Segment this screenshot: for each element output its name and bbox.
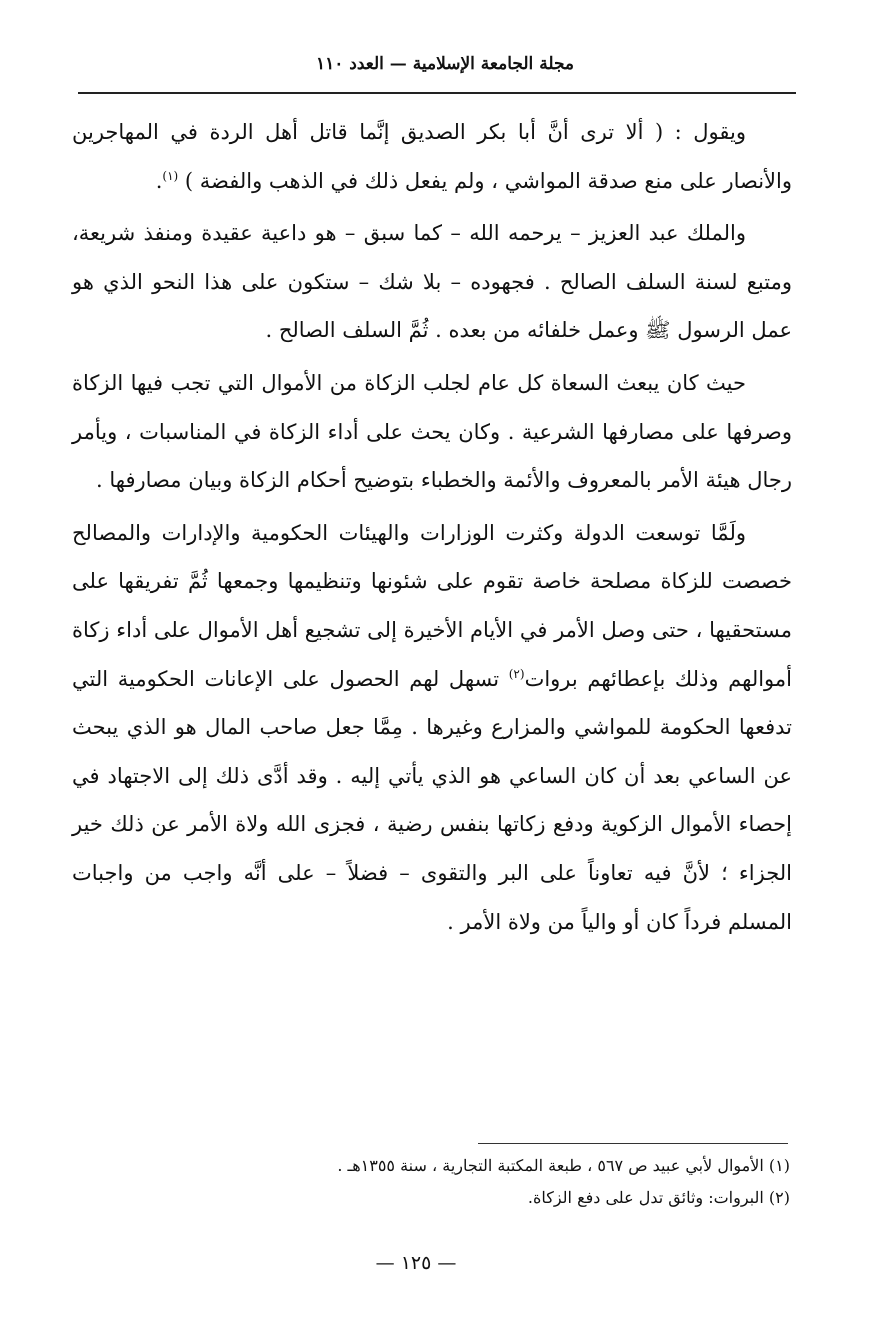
paragraph-2: [72, 209, 792, 355]
header-rule: [78, 92, 796, 94]
paragraph-1: [72, 108, 792, 205]
footnote-ref-2: (٢): [508, 666, 525, 681]
paragraph-text: ولَمَّا توسعت الدولة وكثرت الوزارات والهيئات الحكومية والإدارات والمصالح خصصت للزكاة مصلحة خاصة تقوم على شئونها وتنظيمها وجمعها ثُمَّ تفريقها على مستحقيها ، حتى وصل الأمر في الأيام الأخيرة إلى تشجيع أهل الأموال على أداء زكاة أموالهم وذلك بإعطائهم بروات: [72, 520, 792, 691]
footnote-rule: [478, 1143, 788, 1144]
paragraph-text: ويقول : ( ألا ترى أنَّ أبا بكر الصديق إنَّما قاتل أهل الردة في المهاجرين والأنصار على منع صدقة المواشي ، ولم يفعل ذلك في الذهب والفضة ): [72, 120, 792, 193]
running-header: مجلة الجامعة الإسلامية — العدد ١١٠: [315, 54, 575, 74]
paragraph-text: والملك عبد العزيز – يرحمه الله – كما سبق – هو داعية عقيدة ومنفذ شريعة، ومتبع لسنة السلف الصالح . فجهوده – بلا شك – ستكون على هذا النحو الذي هو عمل الرسول ﷺ وعمل خلفائه من بعده . ثُمَّ السلف الصالح .: [72, 221, 792, 343]
paragraph-3: [72, 359, 792, 505]
footnotes: [170, 1150, 790, 1214]
paragraph-4: [72, 509, 792, 946]
footnote-ref-1: (١): [162, 168, 179, 183]
footnote-1: (١) الأموال لأبي عبيد ص ٥٦٧ ، طبعة المكتبة التجارية ، سنة ١٣٥٥هـ .: [337, 1156, 790, 1175]
page-number: — ١٢٥ —: [375, 1252, 457, 1274]
paragraph-end: .: [155, 168, 163, 193]
paragraph-text-continued: تسهل لهم الحصول على الإعانات الحكومية التي تدفعها الحكومة للمواشي والمزارع وغيرها . مِمَّا جعل صاحب المال هو الذي يبحث عن الساعي بعد أن كان الساعي هو الذي يأتي إليه . وقد أدَّى ذلك إلى الاجتهاد في إحصاء الأموال الزكوية ودفع زكاتها بنفس رضية ، فجزى الله ولاة الأمر عن ذلك خير الجزاء ؛ لأنَّ فيه تعاوناً على البر والتقوى – فضلاً – على أنَّه واجب من واجبات المسلم فرداً كان أو والياً من ولاة الأمر .: [72, 666, 792, 934]
body-text: [72, 108, 792, 950]
footnote-2: (٢) البروات: وثائق تدل على دفع الزكاة.: [527, 1188, 790, 1207]
paragraph-text: حيث كان يبعث السعاة كل عام لجلب الزكاة من الأموال التي تجب فيها الزكاة وصرفها على مصارفها الشرعية . وكان يحث على أداء الزكاة في المناسبات ، ويأمر رجال هيئة الأمر بالمعروف والأئمة والخطباء بتوضيح أحكام الزكاة وبيان مصارفها .: [72, 370, 792, 493]
